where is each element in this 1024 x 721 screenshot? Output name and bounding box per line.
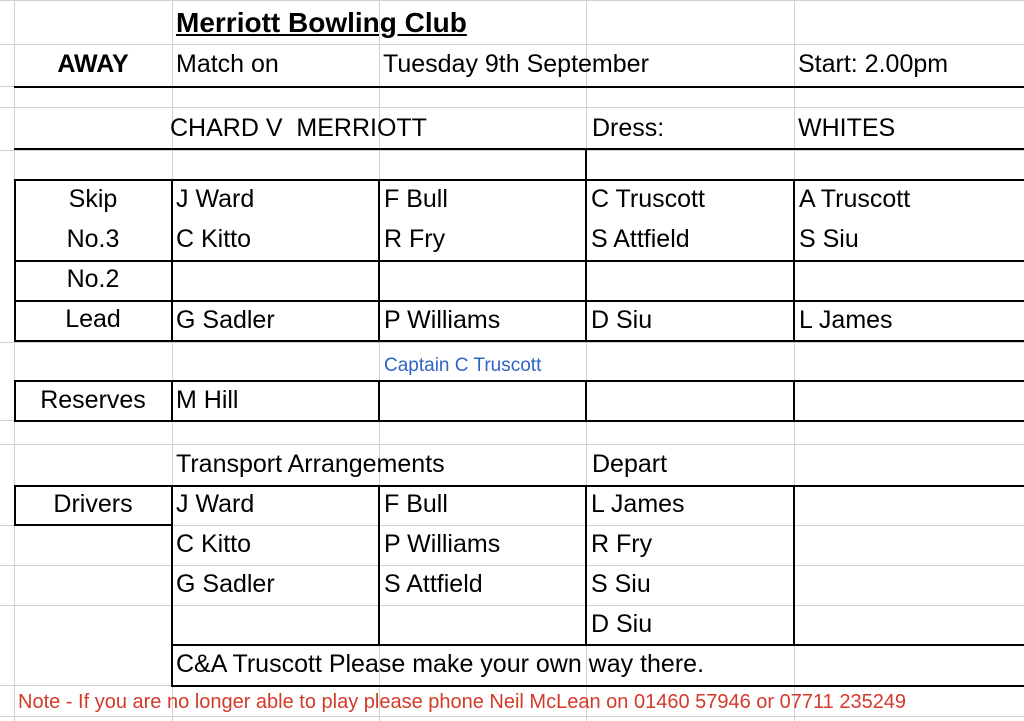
- depart-cell: R Fry: [591, 530, 653, 558]
- dress-label: Dress:: [592, 114, 665, 142]
- gridline: [0, 342, 1024, 343]
- depart-label: Depart: [592, 450, 668, 478]
- reserves-label: Reserves: [40, 386, 146, 414]
- player-cell: C Truscott: [591, 185, 705, 213]
- border: [378, 179, 380, 342]
- border: [14, 420, 1024, 422]
- player-cell: F Bull: [384, 185, 448, 213]
- border: [14, 86, 1024, 88]
- border: [585, 485, 587, 646]
- border: [793, 380, 795, 422]
- dress-value: WHITES: [798, 114, 896, 142]
- driver-cell: C Kitto: [176, 530, 252, 558]
- position-label: Skip: [68, 185, 118, 213]
- gridline: [0, 107, 1024, 108]
- driver-cell: J Ward: [176, 490, 255, 518]
- player-cell: R Fry: [384, 225, 446, 253]
- club-title: Merriott Bowling Club: [176, 7, 467, 38]
- position-label: No.2: [66, 265, 120, 293]
- gridline: [0, 565, 1024, 566]
- player-cell: J Ward: [176, 185, 255, 213]
- gridline: [0, 444, 1024, 445]
- border: [378, 380, 380, 422]
- own-way-note: C&A Truscott Please make your own way there.: [176, 650, 705, 678]
- border: [14, 524, 172, 526]
- border: [793, 485, 795, 646]
- player-cell: S Attfield: [591, 225, 690, 253]
- border: [793, 179, 795, 342]
- gridline: [14, 0, 15, 721]
- position-label: No.3: [66, 225, 120, 253]
- player-cell: A Truscott: [799, 185, 911, 213]
- player-cell: G Sadler: [176, 306, 275, 334]
- passenger-cell: S Attfield: [384, 570, 483, 598]
- border: [14, 148, 1024, 150]
- match-date: Tuesday 9th September: [383, 50, 649, 78]
- driver-cell: G Sadler: [176, 570, 275, 598]
- border: [585, 150, 587, 342]
- drivers-label: Drivers: [53, 490, 133, 518]
- border: [378, 485, 380, 646]
- start-time: Start: 2.00pm: [798, 50, 949, 78]
- depart-cell: L James: [591, 490, 685, 518]
- reserve-player: M Hill: [176, 386, 239, 414]
- border: [14, 340, 1024, 342]
- captain-note: Captain C Truscott: [384, 355, 542, 376]
- position-label: Lead: [65, 305, 121, 333]
- player-cell: L James: [799, 306, 893, 334]
- venue-label: AWAY: [57, 50, 129, 78]
- player-cell: D Siu: [591, 306, 653, 334]
- player-cell: S Siu: [799, 225, 859, 253]
- player-cell: P Williams: [384, 306, 501, 334]
- player-cell: C Kitto: [176, 225, 252, 253]
- fixture: CHARD V MERRIOTT: [170, 114, 427, 142]
- passenger-cell: P Williams: [384, 530, 501, 558]
- depart-cell: D Siu: [591, 610, 653, 638]
- passenger-cell: F Bull: [384, 490, 448, 518]
- match-on-label: Match on: [176, 50, 279, 78]
- border: [585, 380, 587, 422]
- depart-cell: S Siu: [591, 570, 651, 598]
- gridline: [0, 0, 1024, 1]
- gridline: [0, 150, 1024, 151]
- transport-heading: Transport Arrangements: [176, 450, 445, 478]
- gridline: [0, 605, 1024, 606]
- footer-note: Note - If you are no longer able to play please phone Neil McLean on 01460 57946 or 07711 235249: [18, 691, 907, 713]
